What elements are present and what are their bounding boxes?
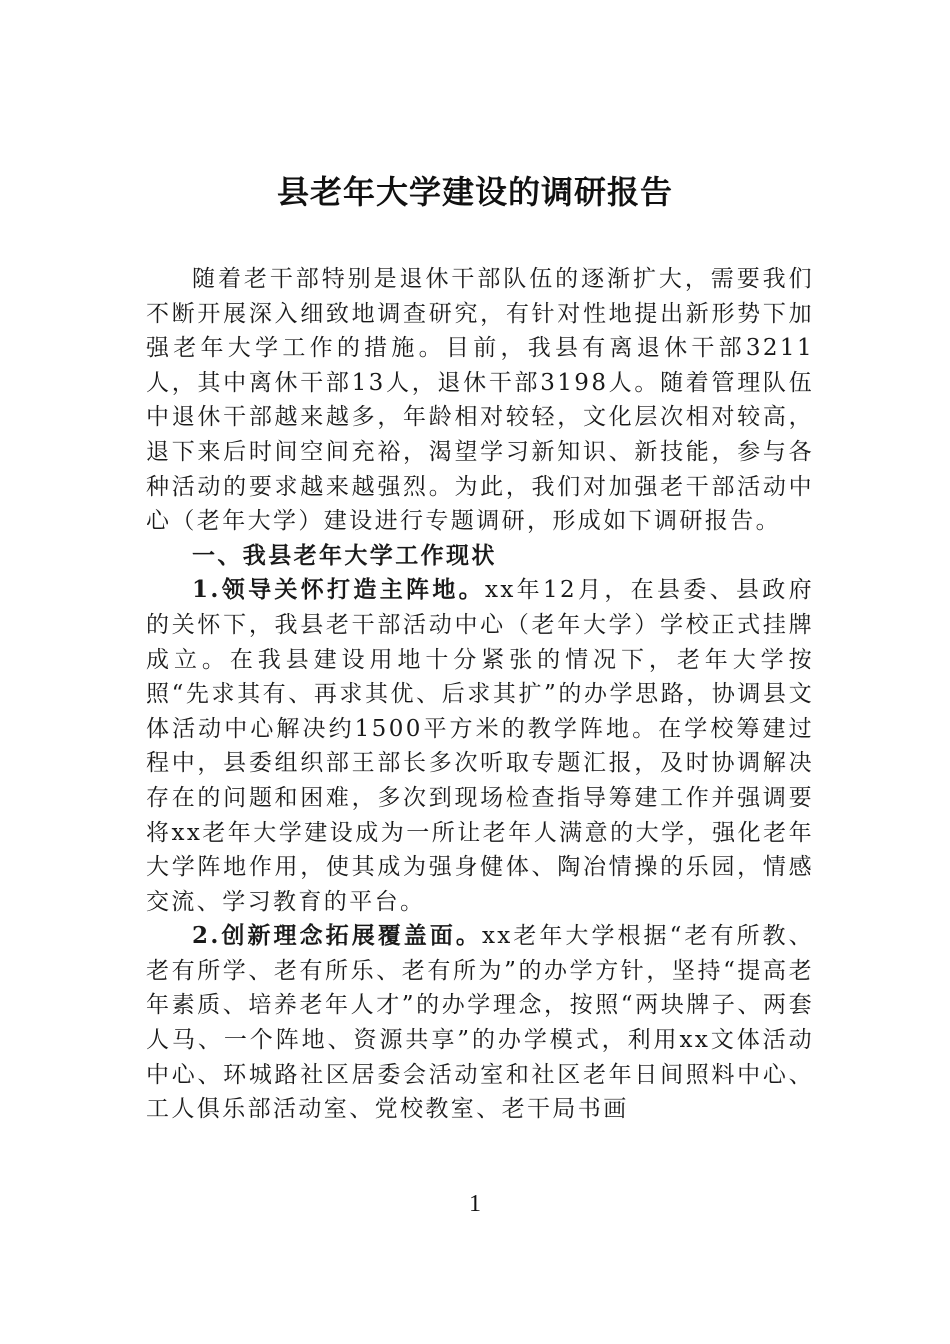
section-heading: 一、我县老年大学工作现状 [192, 541, 497, 569]
subsection-paragraph-2 [146, 919, 814, 1127]
paragraph-text: xx老年大学根据“老有所教、老有所学、老有所乐、老有所为”的办学方针，坚持“提高老年素质、培养老年人才”的办学理念，按照“两块牌子、两套人马、一个阵地、资源共享”的办学模式，利用xx文体活动中心、环城路社区居委会活动室和社区老年日间照料中心、工人俱乐部活动室、党校教室、老干局书画 [146, 923, 814, 1123]
subsection-paragraph-1 [146, 573, 814, 919]
document-body [146, 262, 814, 1127]
paragraph-text: 随着老干部特别是退休干部队伍的逐渐扩大，需要我们不断开展深入细致地调查研究，有针对性地提出新形势下加强老年大学工作的措施。目前，我县有离退休干部3211人，其中离休干部13人，退休干部3198人。随着管理队伍中退休干部越来越多，年龄相对较轻，文化层次相对较高，退下来后时间空间充裕，渴望学习新知识、新技能，参与各种活动的要求越来越强烈。为此，我们对加强老干部活动中心（老年大学）建设进行专题调研，形成如下调研报告。 [146, 266, 814, 535]
subsection-lead: 2.创新理念拓展覆盖面。 [192, 922, 482, 950]
intro-paragraph [146, 262, 814, 539]
page-number: 1 [469, 1191, 481, 1217]
paragraph-text: xx年12月，在县委、县政府的关怀下，我县老干部活动中心（老年大学）学校正式挂牌成立。在我县建设用地十分紧张的情况下，老年大学按照“先求其有、再求其优、后求其扩”的办学思路，协调县文体活动中心解决约1500平方米的教学阵地。在学校筹建过程中，县委组织部王部长多次听取专题汇报，及时协调解决存在的问题和困难，多次到现场检查指导筹建工作并强调要将xx老年大学建设成为一所让老年人满意的大学，强化老年大学阵地作用，使其成为强身健体、陶冶情操的乐园，情感交流、学习教育的平台。 [146, 577, 814, 915]
subsection-lead: 1.领导关怀打造主阵地。 [192, 576, 485, 604]
document-title: 县老年大学建设的调研报告 [276, 173, 673, 211]
